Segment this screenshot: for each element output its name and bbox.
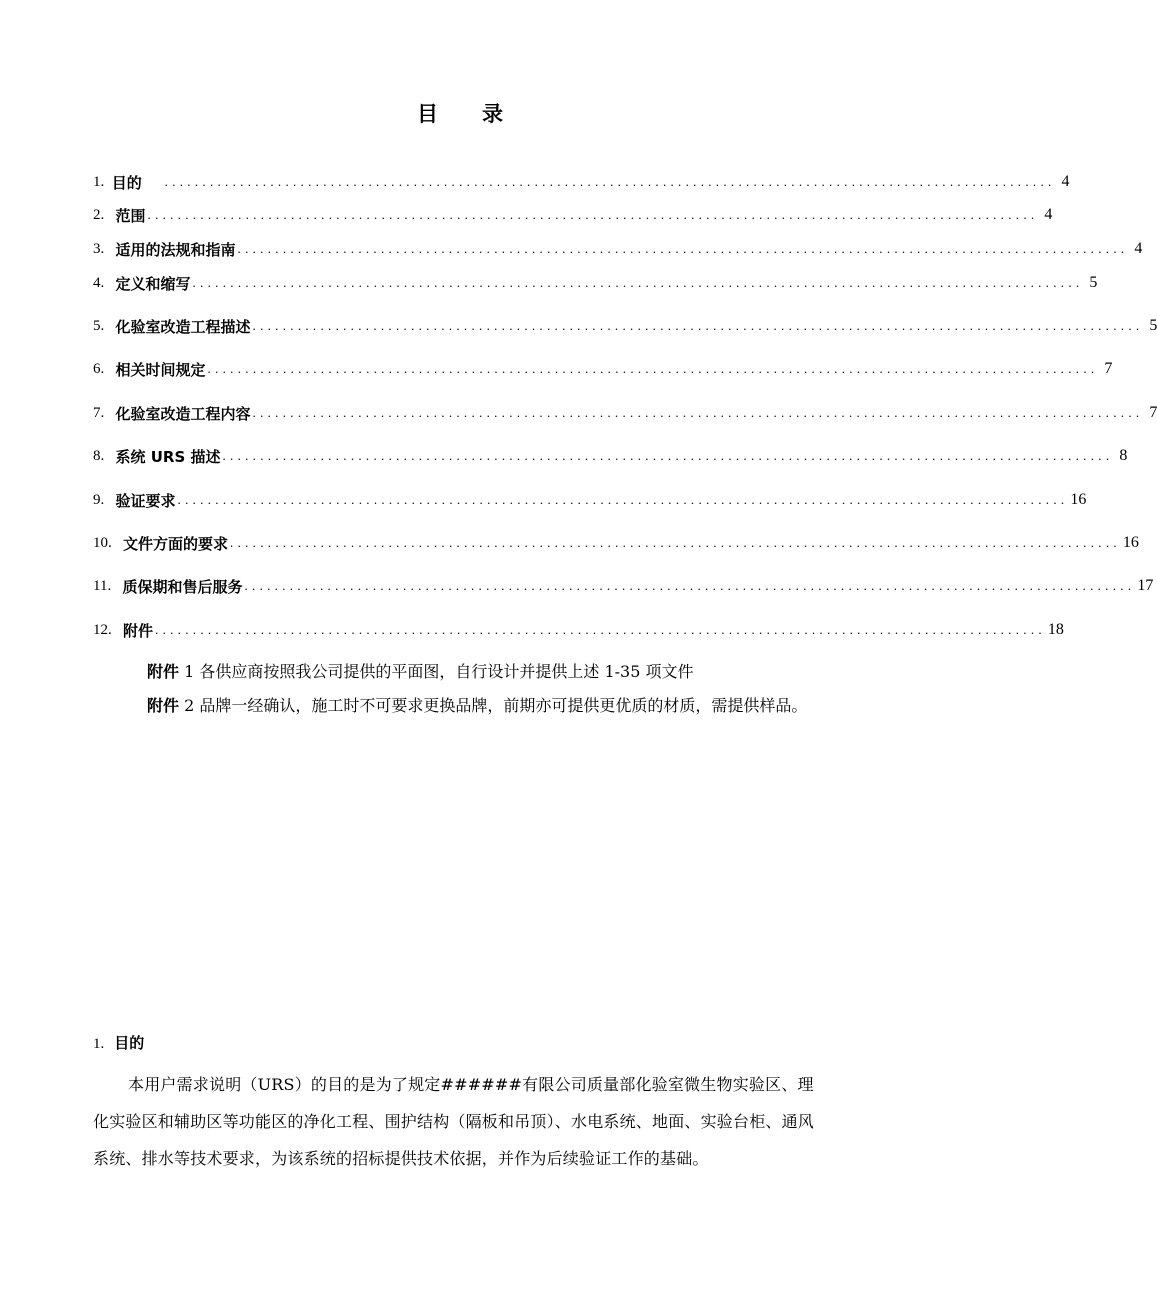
toc-entry-page: 4 (1044, 206, 1053, 223)
toc-entry-label: 附件 (123, 621, 154, 640)
toc-entry-number: 7. (93, 404, 116, 421)
toc-entry-label: 系统 URS 描述 (115, 447, 221, 466)
toc-leader-dots: ...................................................................................................................... (244, 578, 1136, 593)
toc-entry[interactable] (93, 401, 1157, 425)
toc-entry-page: 16 (1122, 534, 1139, 551)
toc-leader-dots: ...................................................................................................................... (177, 492, 1069, 507)
toc-leader-dots: ...................................................................................................................... (155, 622, 1046, 637)
attachment-label: 附件 (147, 696, 180, 715)
toc-title-char-2: 录 (482, 102, 503, 126)
toc-entry[interactable] (93, 203, 1053, 227)
toc-entry[interactable] (93, 531, 1139, 555)
section-body-paragraph: 本用户需求说明（URS）的目的是为了规定######有限公司质量部化验室微生物实验区、理化实验区和辅助区等功能区的净化工程、围护结构（隔板和吊顶）、水电系统、地面、实验台柜、通风系统、排水等技术要求，为该系统的招标提供技术依据，并作为后续验证工作的基础。 (93, 1075, 815, 1168)
toc-leader-dots: ...................................................................................................................... (252, 318, 1144, 333)
toc-entry-label: 范围 (115, 206, 146, 225)
toc-entry-number: 9. (93, 491, 116, 508)
toc-leader-dots: ...................................................................................................................... (147, 207, 1039, 222)
toc-leader-dots: ...................................................................................................................... (222, 448, 1114, 463)
toc-entry-page: 5 (1089, 274, 1098, 291)
toc-entry[interactable] (93, 170, 1070, 194)
toc-entry-number: 1. (93, 173, 112, 190)
toc-entry[interactable] (93, 357, 1113, 381)
toc-entry-label: 相关时间规定 (115, 360, 206, 379)
toc-entry[interactable] (93, 488, 1087, 512)
section-heading (93, 1032, 144, 1053)
toc-entry-number: 12. (93, 621, 123, 638)
section-number: 1. (93, 1036, 105, 1052)
toc-entry-label: 质保期和售后服务 (122, 577, 243, 596)
toc-entry-page: 7 (1104, 360, 1113, 377)
attachment-text: 1 各供应商按照我公司提供的平面图，自行设计并提供上述 1-35 项文件 (179, 662, 694, 681)
toc-entry-page: 5 (1149, 317, 1157, 334)
toc-entry[interactable] (93, 618, 1064, 642)
toc-leader-dots: ...................................................................................................................... (252, 405, 1144, 420)
toc-entry[interactable] (93, 271, 1098, 295)
toc-entry[interactable] (93, 574, 1154, 598)
toc-entry-page: 4 (1134, 240, 1143, 257)
toc-entry-number: 5. (93, 317, 116, 334)
toc-entry-label: 化验室改造工程内容 (115, 404, 251, 423)
toc-entry[interactable] (93, 444, 1128, 468)
toc-entry-number: 3. (93, 240, 116, 257)
toc-entry-label: 定义和缩写 (115, 274, 191, 293)
attachment-text: 2 品牌一经确认，施工时不可要求更换品牌，前期亦可提供更优质的材质，需提供样品。 (179, 696, 808, 715)
attachment-label: 附件 (147, 662, 180, 681)
toc-entry[interactable] (93, 314, 1157, 338)
toc-leader-dots: ...................................................................................................................... (192, 275, 1084, 290)
toc-entry-number: 4. (93, 274, 116, 291)
toc-entry-page: 8 (1119, 447, 1128, 464)
toc-entry[interactable] (93, 237, 1143, 261)
toc-entry-label: 适用的法规和指南 (115, 240, 236, 259)
toc-entry-label: 化验室改造工程描述 (115, 317, 251, 336)
toc-entry-number: 10. (93, 534, 123, 551)
toc-entry-label: 目的 (111, 173, 163, 192)
section-title: 目的 (114, 1034, 145, 1052)
toc-leader-dots: ...................................................................................................................... (164, 174, 1056, 189)
toc-entry-page: 18 (1047, 621, 1064, 638)
toc-entry-number: 11. (93, 577, 123, 594)
toc-title (0, 98, 920, 128)
toc-leader-dots: ...................................................................................................................... (237, 241, 1129, 256)
toc-entry-number: 6. (93, 360, 116, 377)
toc-entry-label: 文件方面的要求 (123, 534, 229, 553)
toc-entry-number: 2. (93, 206, 116, 223)
toc-entry-page: 17 (1137, 577, 1154, 594)
toc-title-char-1: 目 (417, 102, 438, 126)
toc-entry-label: 验证要求 (115, 491, 176, 510)
toc-leader-dots: ...................................................................................................................... (207, 361, 1099, 376)
toc-entry-page: 4 (1061, 173, 1070, 190)
attachment-note-1 (93, 655, 833, 689)
toc-leader-dots: ...................................................................................................................... (230, 535, 1121, 550)
attachment-note-2 (93, 689, 833, 723)
toc-entry-number: 8. (93, 447, 116, 464)
toc-entry-page: 7 (1149, 404, 1157, 421)
toc-entry-page: 16 (1070, 491, 1087, 508)
